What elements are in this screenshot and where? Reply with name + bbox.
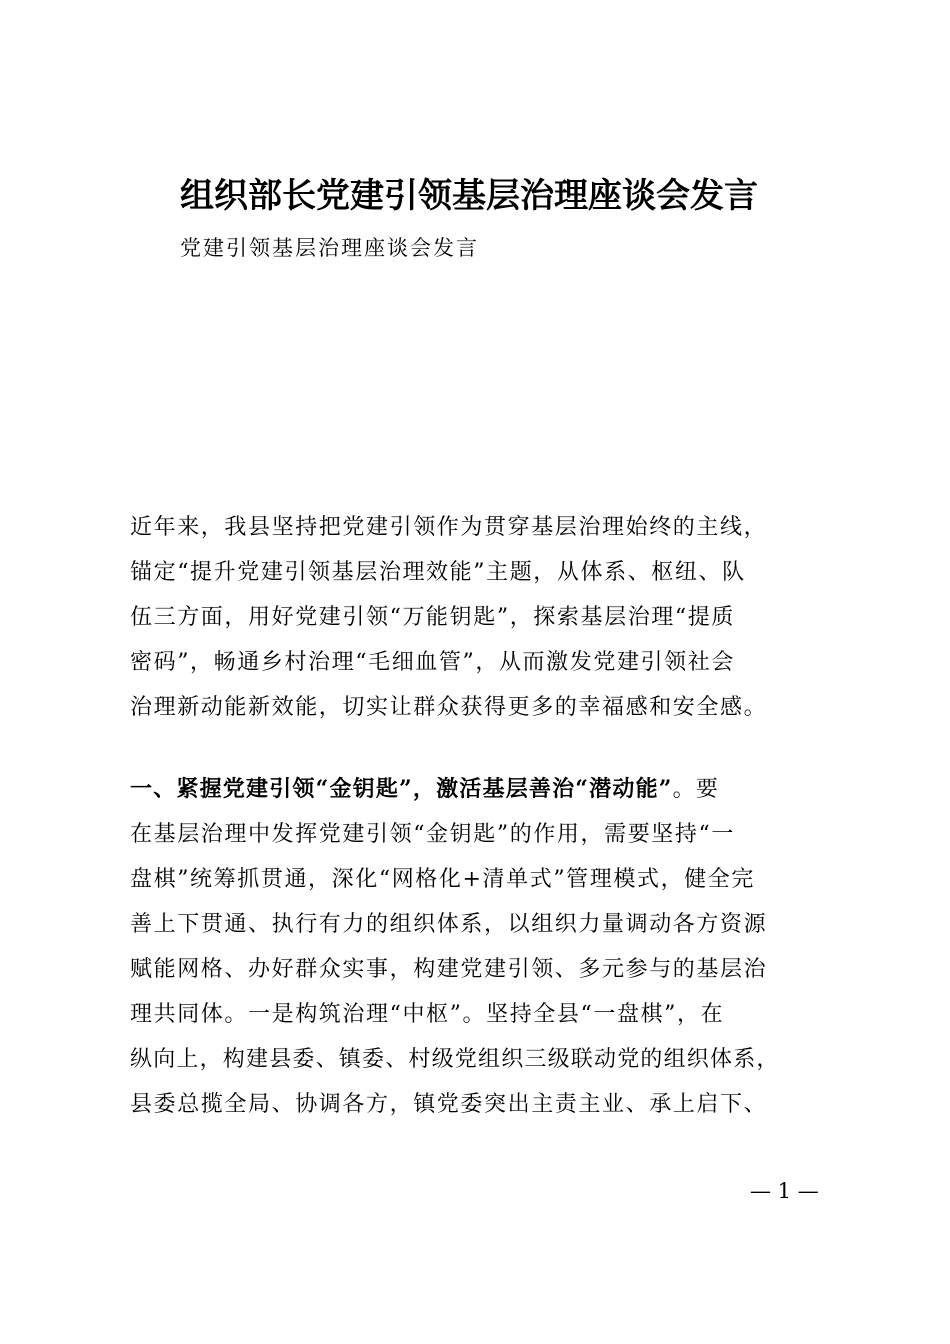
paragraph-line: 近年来，我县坚持把党建引领作为贯穿基层治理始终的主线， [130, 515, 768, 540]
intro-paragraph [130, 505, 830, 730]
document-subtitle: 党建引领基层治理座谈会发言 [180, 236, 479, 260]
section-heading-line [130, 767, 830, 812]
paragraph-line: 善上下贯通、执行有力的组织体系，以组织力量调动各方资源 [130, 912, 768, 937]
section-one-paragraph [130, 767, 830, 1127]
paragraph-line: 锚定“提升党建引领基层治理效能”主题，从体系、枢纽、队 [130, 560, 746, 585]
paragraph-line: 县委总揽全局、协调各方，镇党委突出主责主业、承上启下、 [130, 1092, 768, 1117]
section-one-heading-tail: 。要 [672, 777, 720, 802]
paragraph-line: 密码”，畅通乡村治理“毛细血管”，从而激发党建引领社会 [130, 650, 735, 675]
paragraph-line: 赋能网格、办好群众实事，构建党建引领、多元参与的基层治 [130, 957, 768, 982]
paragraph-line: 纵向上，构建县委、镇委、村级党组织三级联动党的组织体系， [130, 1047, 780, 1072]
document-title: 组织部长党建引领基层治理座谈会发言 [180, 176, 758, 216]
paragraph-line: 治理新动能新效能，切实让群众获得更多的幸福感和安全感。 [130, 695, 768, 720]
paragraph-line: 伍三方面，用好党建引领“万能钥匙”，探索基层治理“提质 [130, 605, 735, 630]
paragraph-line: 盘棋”统筹抓贯通，深化“网格化+清单式”管理模式，健全完 [130, 867, 755, 892]
page-number: — 1 — [750, 1179, 819, 1203]
paragraph-line: 理共同体。一是构筑治理“中枢”。坚持全县“一盘棋”，在 [130, 1002, 725, 1027]
paragraph-line: 在基层治理中发挥党建引领“金钥匙”的作用，需要坚持“一 [130, 822, 735, 847]
section-one-heading: 一、紧握党建引领“金钥匙”，激活基层善治“潜动能” [130, 776, 673, 802]
